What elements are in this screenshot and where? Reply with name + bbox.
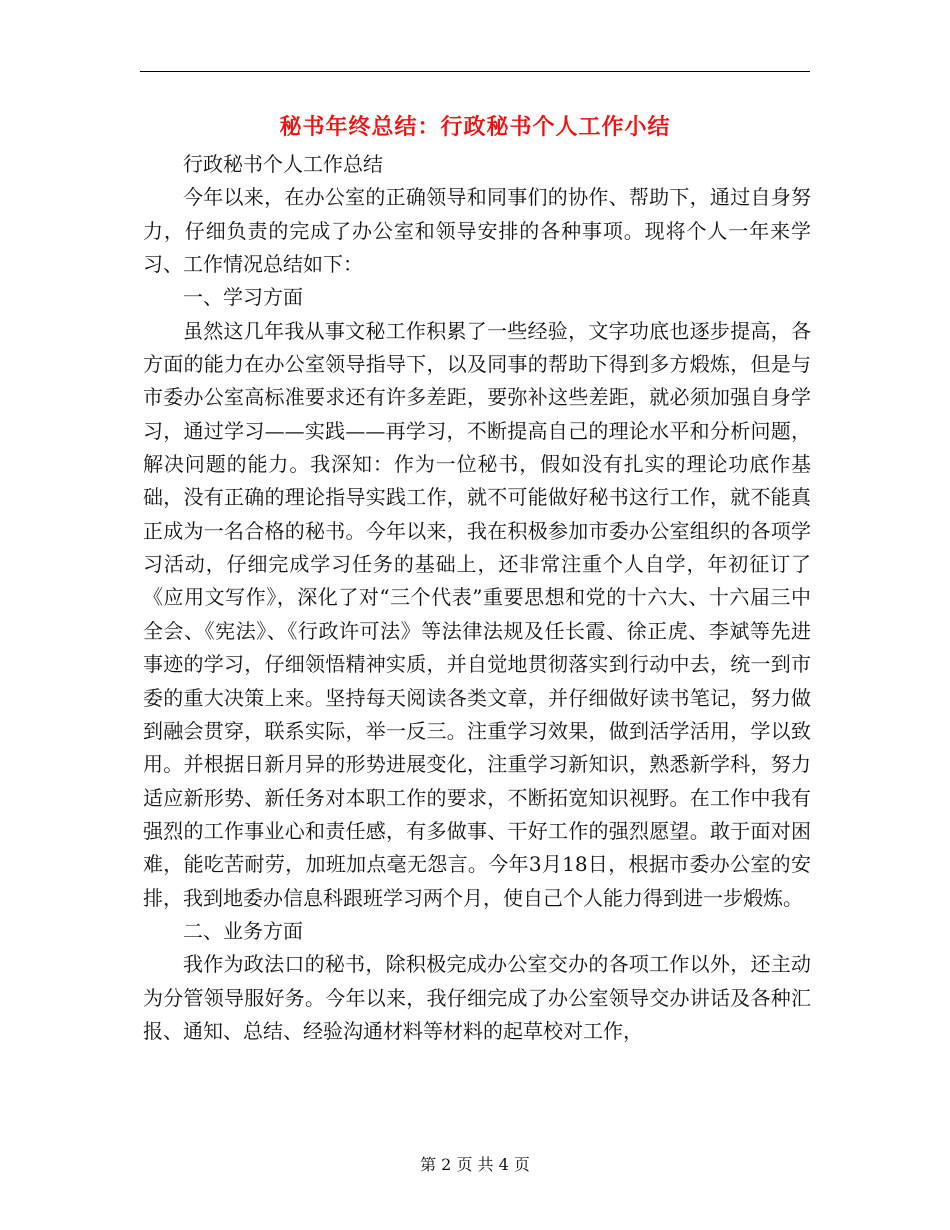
page-number-footer: 第 2 页 共 4 页 xyxy=(420,1155,530,1174)
paragraph-subtitle: 行政秘书个人工作总结 xyxy=(183,152,383,176)
header-rule xyxy=(140,71,810,72)
paragraph-intro: 今年以来，在办公室的正确领导和同事们的协作、帮助下，通过自身努力，仔细负责的完成了办公室和领导安排的各种事项。现将个人一年来学习、工作情况总结如下： xyxy=(143,185,811,277)
section-heading-study: 一、学习方面 xyxy=(183,285,303,310)
paragraph-study: 虽然这几年我从事文秘工作积累了一些经验，文字功底也逐步提高，各方面的能力在办公室领导指导下，以及同事的帮助下得到多方煅炼，但是与市委办公室高标准要求还有许多差距，要弥补这些差距，就必须加强自身学习，通过学习——实践——再学习，不断提高自己的理论水平和分析问题，解决问题的能力。我深知：作为一位秘书，假如没有扎实的理论功底作基础，没有正确的理论指导实践工作，就不可能做好秘书这行工作，就不能真正成为一名合格的秘书。今年以来，我在积极参加市委办公室组织的各项学习活动，仔细完成学习任务的基础上，还非常注重个人自学，年初征订了《应用文写作》，深化了对“三个代表”重要思想和党的十六大、十六届三中全会、《宪法》、《行政许可法》等法律法规及任长霞、徐正虎、李斌等先进事迹的学习，仔细领悟精神实质，并自觉地贯彻落实到行动中去，统一到市委的重大决策上来。坚持每天阅读各类文章，并仔细做好读书笔记，努力做到融会贯穿，联系实际，举一反三。注重学习效果，做到活学活用，学以致用。并根据日新月异的形势进展变化，注重学习新知识，熟悉新学科，努力适应新形势、新任务对本职工作的要求，不断拓宽知识视野。在工作中我有强烈的工作事业心和责任感，有多做事、干好工作的强烈愿望。敢于面对困难，能吃苦耐劳，加班加点毫无怨言。今年3月18日，根据市委办公室的安排，我到地委办信息科跟班学习两个月，使自己个人能力得到进一步煅炼。 xyxy=(143,318,811,910)
section-heading-business: 二、业务方面 xyxy=(183,918,303,943)
paragraph-business: 我作为政法口的秘书，除积极完成办公室交办的各项工作以外，还主动为分管领导服好务。今年以来，我仔细完成了办公室领导交办讲话及各种汇报、通知、总结、经验沟通材料等材料的起草校对工作， xyxy=(143,952,811,1043)
document-body xyxy=(143,148,811,1048)
document-title: 秘书年终总结：行政秘书个人工作小结 xyxy=(279,114,671,140)
